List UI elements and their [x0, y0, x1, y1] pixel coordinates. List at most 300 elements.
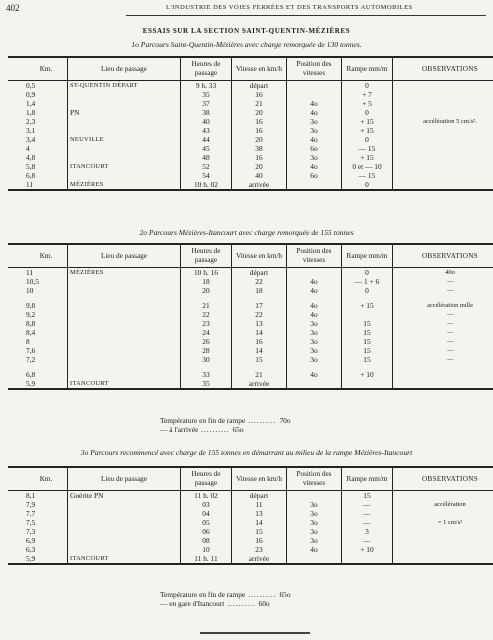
table-row [8, 337, 493, 346]
cell-observations [393, 180, 493, 190]
cell-rampe: 15 [342, 355, 393, 364]
cell-position [287, 90, 342, 99]
cell-km: 7,3 [26, 527, 36, 536]
table-3-temperature [160, 590, 291, 608]
cell-position: 3o [287, 126, 342, 135]
cell-km: 7,9 [26, 500, 36, 509]
table-row [8, 144, 493, 153]
cell-lieu [68, 144, 181, 153]
cell-vitesse: 21 [232, 370, 287, 379]
cell-km: 7,2 [26, 355, 36, 364]
cell-observations: — [393, 337, 493, 346]
cell-vitesse: 13 [232, 319, 287, 328]
cell-lieu [68, 99, 181, 108]
cell-rampe: 15 [342, 491, 393, 501]
table-row [8, 268, 493, 278]
table-row [8, 527, 493, 536]
temperature-line [160, 599, 291, 608]
cell-position: 3o [287, 319, 342, 328]
cell-observations [393, 370, 493, 379]
table-row [8, 81, 493, 91]
cell-heures: 04 [181, 509, 232, 518]
cell-rampe: 15 [342, 346, 393, 355]
cell-heures: 21 [181, 301, 232, 310]
cell-heures: 11 h. 02 [181, 491, 232, 501]
cell-lieu [68, 171, 181, 180]
cell-vitesse: arrivée [232, 554, 287, 564]
table-row [8, 545, 493, 554]
temperature-value: 65o [279, 590, 291, 599]
temperature-line [160, 416, 291, 425]
cell-heures: 08 [181, 536, 232, 545]
cell-lieu [68, 90, 181, 99]
column-header-observations: OBSERVATIONS [393, 244, 493, 268]
column-header-observations: OBSERVATIONS [393, 57, 493, 81]
cell-position [287, 81, 342, 91]
cell-position [287, 268, 342, 278]
cell-vitesse: départ [232, 491, 287, 501]
column-header-heures: Heures de passage [181, 467, 232, 491]
cell-observations [393, 379, 493, 389]
cell-vitesse: 13 [232, 509, 287, 518]
cell-lieu [68, 126, 181, 135]
cell-km: 8 [26, 337, 30, 346]
cell-rampe: 0 [342, 180, 393, 190]
cell-lieu [68, 286, 181, 295]
cell-lieu [68, 518, 181, 527]
cell-km: 3,4 [26, 135, 36, 144]
cell-rampe [342, 554, 393, 564]
cell-rampe: 0 [342, 268, 393, 278]
header-row [8, 467, 493, 491]
cell-km: 2,3 [26, 117, 36, 126]
cell-position: 3o [287, 536, 342, 545]
leader-dots: .......... [245, 416, 280, 425]
cell-position: 4o [287, 277, 342, 286]
cell-km: 3,1 [26, 126, 36, 135]
cell-position [287, 554, 342, 564]
column-header-km: Km. [8, 467, 68, 491]
cell-observations [393, 81, 493, 91]
cell-lieu: PN [68, 108, 181, 117]
column-header-lieu: Lieu de passage [68, 57, 181, 81]
cell-km: 6,9 [26, 536, 36, 545]
cell-lieu [68, 337, 181, 346]
cell-vitesse: 38 [232, 144, 287, 153]
cell-observations [393, 491, 493, 501]
cell-heures: 37 [181, 99, 232, 108]
cell-lieu [68, 310, 181, 319]
cell-rampe: + 5 [342, 99, 393, 108]
cell-vitesse: 14 [232, 328, 287, 337]
cell-vitesse: arrivée [232, 180, 287, 190]
cell-lieu [68, 527, 181, 536]
cell-observations [393, 90, 493, 99]
cell-lieu: Guérite PN [68, 491, 181, 501]
table-row [8, 126, 493, 135]
cell-position: 3o [287, 328, 342, 337]
temperature-line [160, 590, 291, 599]
cell-rampe: 0 [342, 81, 393, 91]
cell-heures: 45 [181, 144, 232, 153]
cell-position: 4o [287, 301, 342, 310]
cell-lieu: MÉZIÈRES [68, 268, 181, 278]
cell-km: 9,8 [26, 301, 36, 310]
cell-rampe: 0 et — 10 [342, 162, 393, 171]
cell-lieu [68, 536, 181, 545]
table-row [8, 162, 493, 171]
table-2-temperature [160, 416, 291, 434]
column-header-position: Position des vitesses [287, 57, 342, 81]
cell-vitesse: 16 [232, 153, 287, 162]
cell-km: 6,8 [26, 370, 36, 379]
cell-lieu: MÉZIÈRES [68, 180, 181, 190]
table-3 [8, 466, 493, 565]
cell-vitesse: départ [232, 81, 287, 91]
cell-lieu [68, 301, 181, 310]
cell-rampe: + 15 [342, 301, 393, 310]
cell-lieu [68, 328, 181, 337]
table-1-title: 1o Parcours Saint-Quentin-Mézières avec charge remorquée de 130 tonnes. [131, 40, 362, 49]
cell-observations: — [393, 355, 493, 364]
cell-observations [393, 509, 493, 518]
table-row [8, 328, 493, 337]
cell-vitesse: 14 [232, 518, 287, 527]
table-3-title: 3o Parcours recommencé avec charge de 155 tonnes en démarrant au milieu de la rampe Mézières-Itancourt [80, 448, 413, 457]
cell-observations: — [393, 319, 493, 328]
cell-vitesse: 22 [232, 310, 287, 319]
section-title: ESSAIS SUR LA SECTION SAINT-QUENTIN-MÉZIÈRES [142, 27, 351, 35]
cell-observations [393, 126, 493, 135]
cell-observations [393, 554, 493, 564]
cell-km: 10 [26, 286, 34, 295]
cell-observations [393, 536, 493, 545]
cell-heures: 18 [181, 277, 232, 286]
table-row [8, 554, 493, 564]
cell-vitesse: 20 [232, 135, 287, 144]
cell-heures: 30 [181, 355, 232, 364]
cell-km: 11 [26, 268, 34, 277]
table-row [8, 370, 493, 379]
leader-dots: .......... [224, 599, 259, 608]
cell-heures: 44 [181, 135, 232, 144]
cell-vitesse: 22 [232, 277, 287, 286]
cell-rampe: — 15 [342, 171, 393, 180]
cell-lieu: ITANCOURT [68, 379, 181, 389]
cell-heures: 52 [181, 162, 232, 171]
cell-km: 11 [8, 180, 68, 190]
temperature-label: Température en fin de rampe [160, 590, 246, 599]
cell-rampe: + 15 [342, 117, 393, 126]
cell-heures: 40 [181, 117, 232, 126]
cell-rampe: — 1 + 6 [342, 277, 393, 286]
page-header [6, 3, 486, 17]
cell-rampe: — [342, 536, 393, 545]
cell-position: 3o [287, 355, 342, 364]
temperature-label: — à l'arrivée [160, 425, 199, 434]
cell-heures: 35 [181, 379, 232, 389]
cell-observations: = 1 cm/s² [393, 518, 493, 527]
cell-vitesse: 16 [232, 90, 287, 99]
cell-heures: 28 [181, 346, 232, 355]
cell-heures: 11 h. 11 [181, 554, 232, 564]
cell-vitesse: 15 [232, 527, 287, 536]
cell-observations [393, 545, 493, 554]
cell-heures: 10 h. 16 [181, 268, 232, 278]
cell-observations [393, 144, 493, 153]
cell-rampe: — 15 [342, 144, 393, 153]
page-number: 402 [6, 3, 20, 13]
cell-heures: 05 [181, 518, 232, 527]
table-row [8, 518, 493, 527]
table-row [8, 153, 493, 162]
cell-position: 6o [287, 171, 342, 180]
cell-position: 4o [287, 545, 342, 554]
cell-position: 4o [287, 286, 342, 295]
table-row [8, 99, 493, 108]
table-row [8, 491, 493, 501]
cell-lieu [68, 319, 181, 328]
cell-heures: 43 [181, 126, 232, 135]
cell-position: 4o [287, 135, 342, 144]
column-header-position: Position des vitesses [287, 244, 342, 268]
cell-vitesse: 16 [232, 337, 287, 346]
table-row [8, 180, 493, 190]
table-row [8, 346, 493, 355]
column-header-lieu: Lieu de passage [68, 467, 181, 491]
cell-lieu [68, 117, 181, 126]
cell-heures: 10 h. 02 [181, 180, 232, 190]
running-head: L'INDUSTRIE DES VOIES FERRÉES ET DES TRANSPORTS AUTOMOBILES [166, 4, 413, 11]
cell-km: 4 [26, 144, 30, 153]
cell-rampe: 0 [342, 286, 393, 295]
temperature-line [160, 425, 291, 434]
cell-km: 7,7 [26, 509, 36, 518]
cell-position: 3o [287, 527, 342, 536]
cell-vitesse: départ [232, 268, 287, 278]
bottom-rule [200, 632, 310, 634]
cell-rampe: 0 [342, 135, 393, 144]
cell-rampe: + 15 [342, 153, 393, 162]
column-header-vitesse: Vitesse en km/h [232, 467, 287, 491]
column-header-rampe: Rampe mm/m [342, 57, 393, 81]
cell-observations: accélération nulle [393, 301, 493, 310]
column-header-vitesse: Vitesse en km/h [232, 57, 287, 81]
cell-vitesse: 18 [232, 286, 287, 295]
cell-rampe: 15 [342, 319, 393, 328]
column-header-rampe: Rampe mm/m [342, 467, 393, 491]
cell-km: 8,1 [26, 491, 36, 500]
column-header-observations: OBSERVATIONS [393, 467, 493, 491]
cell-lieu [68, 153, 181, 162]
table-row [8, 310, 493, 319]
cell-km: 8,4 [26, 328, 36, 337]
table-row [8, 536, 493, 545]
cell-rampe: + 10 [342, 545, 393, 554]
table-row [8, 379, 493, 389]
cell-position: 3o [287, 509, 342, 518]
cell-km: 6,8 [26, 171, 36, 180]
cell-heures: 9 h. 33 [181, 81, 232, 91]
cell-rampe: 0 [342, 108, 393, 117]
cell-position: 4o [287, 310, 342, 319]
header-row [8, 57, 493, 81]
cell-rampe: — [342, 518, 393, 527]
cell-observations: — [393, 310, 493, 319]
cell-observations: — [393, 328, 493, 337]
cell-vitesse: 16 [232, 536, 287, 545]
cell-km: 1,8 [26, 108, 36, 117]
cell-km: 0,9 [26, 90, 36, 99]
table-2 [8, 243, 493, 390]
cell-lieu [68, 370, 181, 379]
cell-heures: 10 [181, 545, 232, 554]
cell-observations [393, 162, 493, 171]
table-row [8, 277, 493, 286]
cell-heures: 22 [181, 310, 232, 319]
cell-vitesse: 17 [232, 301, 287, 310]
cell-observations: 40o [393, 268, 493, 278]
column-header-km: Km. [8, 57, 68, 81]
table-row [8, 319, 493, 328]
cell-rampe: 15 [342, 337, 393, 346]
cell-observations [393, 108, 493, 117]
cell-km: 10,5 [26, 277, 39, 286]
cell-vitesse: 40 [232, 171, 287, 180]
cell-observations [393, 153, 493, 162]
cell-lieu [68, 500, 181, 509]
cell-vitesse: 16 [232, 126, 287, 135]
cell-vitesse: 21 [232, 99, 287, 108]
cell-position: 4o [287, 162, 342, 171]
table-1 [8, 56, 493, 191]
cell-vitesse: 15 [232, 355, 287, 364]
cell-lieu: ITANCOURT [68, 162, 181, 171]
cell-km: 1,4 [26, 99, 36, 108]
cell-km: 7,5 [26, 518, 36, 527]
header-row [8, 244, 493, 268]
cell-km: 6,3 [26, 545, 36, 554]
table-row [8, 117, 493, 126]
table-row [8, 90, 493, 99]
cell-lieu [68, 355, 181, 364]
cell-position [287, 379, 342, 389]
cell-heures: 24 [181, 328, 232, 337]
cell-observations [393, 135, 493, 144]
header-rule [126, 15, 486, 16]
cell-vitesse: 16 [232, 117, 287, 126]
cell-position: 6o [287, 144, 342, 153]
column-header-rampe: Rampe mm/m [342, 244, 393, 268]
temperature-value: 70o [279, 416, 291, 425]
cell-km: 5,9 [8, 379, 68, 389]
temperature-label: Température en fin de rampe [160, 416, 246, 425]
temperature-value: 60o [258, 599, 270, 608]
cell-observations [393, 99, 493, 108]
cell-lieu [68, 277, 181, 286]
cell-position: 3o [287, 518, 342, 527]
table-row [8, 171, 493, 180]
cell-heures: 38 [181, 108, 232, 117]
cell-heures: 35 [181, 90, 232, 99]
cell-heures: 06 [181, 527, 232, 536]
cell-position: 3o [287, 153, 342, 162]
cell-observations: — [393, 277, 493, 286]
table-row [8, 500, 493, 509]
table-row [8, 286, 493, 295]
cell-vitesse: 23 [232, 545, 287, 554]
cell-position: 3o [287, 117, 342, 126]
cell-km: 7,6 [26, 346, 36, 355]
cell-km: 5,8 [26, 162, 36, 171]
cell-rampe [342, 379, 393, 389]
cell-km: 5,9 [8, 554, 68, 564]
cell-rampe: + 7 [342, 90, 393, 99]
column-header-vitesse: Vitesse en km/h [232, 244, 287, 268]
cell-rampe: 3 [342, 527, 393, 536]
table-row [8, 509, 493, 518]
column-header-position: Position des vitesses [287, 467, 342, 491]
cell-rampe: 15 [342, 328, 393, 337]
cell-observations [393, 171, 493, 180]
cell-km: 0,5 [26, 81, 36, 90]
cell-position [287, 491, 342, 501]
cell-km: 8,8 [26, 319, 36, 328]
cell-vitesse: arrivée [232, 379, 287, 389]
leader-dots: .......... [198, 425, 233, 434]
cell-position: 4o [287, 370, 342, 379]
cell-vitesse: 20 [232, 162, 287, 171]
cell-position [287, 180, 342, 190]
cell-heures: 03 [181, 500, 232, 509]
cell-position: 3o [287, 337, 342, 346]
cell-position: 3o [287, 346, 342, 355]
table-row [8, 135, 493, 144]
cell-lieu: ITANCOURT [68, 554, 181, 564]
leader-dots: .......... [245, 590, 280, 599]
cell-heures: 48 [181, 153, 232, 162]
table-row [8, 108, 493, 117]
column-header-lieu: Lieu de passage [68, 244, 181, 268]
cell-vitesse: 20 [232, 108, 287, 117]
cell-vitesse: 11 [232, 500, 287, 509]
cell-rampe: + 15 [342, 126, 393, 135]
cell-heures: 33 [181, 370, 232, 379]
cell-lieu [68, 509, 181, 518]
cell-rampe: — [342, 509, 393, 518]
cell-lieu [68, 346, 181, 355]
column-header-heures: Heures de passage [181, 244, 232, 268]
cell-lieu: ST-QUENTIN DÉPART [68, 81, 181, 91]
cell-km: 4,8 [26, 153, 36, 162]
cell-heures: 54 [181, 171, 232, 180]
cell-position: 4o [287, 99, 342, 108]
cell-observations: accélération [393, 500, 493, 509]
cell-km: 9,2 [26, 310, 36, 319]
cell-rampe: + 10 [342, 370, 393, 379]
cell-lieu: NEUVILLE [68, 135, 181, 144]
temperature-label: — en gare d'Itancourt [160, 599, 225, 608]
cell-lieu [68, 545, 181, 554]
cell-heures: 26 [181, 337, 232, 346]
table-2-title: 2o Parcours Mézières-Itancourt avec charge remorquée de 155 tonnes [139, 228, 354, 237]
temperature-value: 65o [232, 425, 244, 434]
cell-observations: — [393, 286, 493, 295]
cell-observations: — [393, 346, 493, 355]
column-header-km: Km. [8, 244, 68, 268]
cell-observations: accélération 5 cm/s². [393, 117, 493, 126]
cell-observations [393, 527, 493, 536]
